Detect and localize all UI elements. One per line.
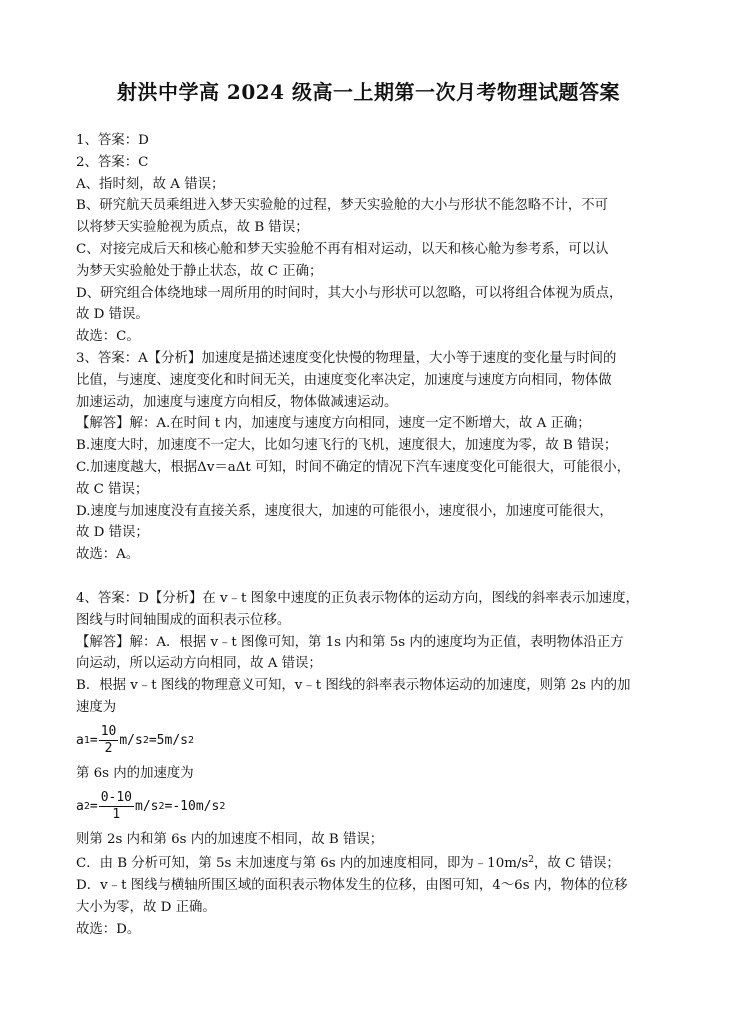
q4-line: D．v﹣t 图线与横轴所围区域的面积表示物体发生的位移，由图可知，4～6s 内，物体的位移 [76, 878, 628, 894]
eq1-subscript: 1 [83, 734, 90, 746]
eq2-unit: m/s [135, 798, 159, 814]
q4-line: 向运动，所以运动方向相同，故 A 错误； [76, 656, 322, 672]
eq1-fraction [99, 724, 119, 757]
eq1-result-exponent: 2 [188, 734, 195, 746]
q3-line: 故选：A。 [76, 547, 140, 563]
q2-line: D、研究组合体绕地球一周所用的时间时，其大小与形状可以忽略，可以将组合体视为质点， [76, 285, 623, 301]
q4-line: 速度为 [76, 699, 117, 715]
q4-line: 故选：D。 [76, 921, 141, 937]
answer-body [76, 130, 666, 941]
q4-c-tail: ，故 C 错误； [534, 856, 620, 872]
q4-line: 大小为零，故 D 正确。 [76, 899, 216, 915]
q3-line: 3、答案：A【分析】加速度是描述速度变化快慢的物理量，大小等于速度的变化量与时间的 [76, 350, 617, 366]
q3-line: 故 D 错误； [76, 525, 149, 541]
q2-line: C、对接完成后天和核心舱和梦天实验舱不再有相对运动，以天和核心舱为参考系，可以认 [76, 241, 609, 257]
eq1-unit: m/s [119, 732, 143, 748]
eq2-result: =-10m/s [164, 798, 220, 814]
q4-c-text: C．由 B 分析可知，第 5s 末加速度与第 6s 内的加速度相同，即为﹣10m/s [76, 856, 529, 872]
q2-answer: 2、答案：C [76, 154, 149, 170]
q4-line: 4、答案：D【分析】在 v﹣t 图象中速度的正负表示物体的运动方向，图线的斜率表示加速度， [76, 590, 639, 606]
q4-line: 则第 2s 内和第 6s 内的加速度不相同，故 B 错误； [76, 831, 384, 847]
eq2-fraction [99, 790, 134, 823]
q2-line: 故 D 错误。 [76, 307, 149, 323]
eq1-lhs: a [76, 732, 84, 748]
q3-line: C.加速度越大，根据Δv＝aΔt 可知，时间不确定的情况下汽车速度变化可能很大，可能很小， [76, 459, 631, 475]
q3-line: 加速运动，加速度与速度方向相反，物体做减速运动。 [76, 394, 398, 410]
eq1-numerator: 10 [100, 724, 117, 740]
q3-line: B.速度大时，加速度不一定大，比如匀速飞行的飞机，速度很大，加速度为零，故 B 错误； [76, 438, 618, 454]
q2-line: A、指时刻，故 A 错误； [76, 176, 225, 192]
section-gap [76, 566, 666, 588]
q4-c-exponent: 2 [528, 855, 535, 866]
eq2-subscript: 2 [83, 800, 90, 812]
q3-line: D.速度与加速度没有直接关系，速度很大，加速的可能很小，速度很小，加速度可能很大， [76, 503, 613, 519]
q2-line: B、研究航天员乘组进入梦天实验舱的过程，梦天实验舱的大小与形状不能忽略不计，不可 [76, 198, 609, 214]
q2-line: 以将梦天实验舱视为质点，故 B 错误； [76, 220, 309, 236]
eq2-numerator: 0-10 [100, 790, 132, 806]
q2-line: 故选：C。 [76, 329, 140, 345]
eq2-lhs: a [76, 798, 84, 814]
q3-line: 故 C 错误； [76, 481, 149, 497]
equation-a2: a 2 = $\frac{0-10}{1}$ m/s 2 =-10m/s 2 [76, 790, 226, 823]
q3-line: 比值，与速度、速度变化和时间无关，由速度变化率决定，加速度与速度方向相同，物体做 [76, 372, 612, 388]
q4-line: 【解答】解：A．根据 v﹣t 图像可知，第 1s 内和第 5s 内的速度均为正值，表明物体沿正方 [76, 634, 624, 650]
eq1-exponent: 2 [142, 734, 149, 746]
page-title: 射洪中学高 2024 级高一上期第一次月考物理试题答案 [116, 80, 621, 104]
q3-line: 【解答】解：A.在时间 t 内，加速度与速度方向相同，速度一定不断增大，故 A 正确； [76, 416, 591, 432]
eq2-exponent: 2 [158, 800, 165, 812]
q4-line-c [76, 850, 666, 875]
q4-line: 第 6s 内的加速度为 [76, 765, 194, 781]
q1-answer: 1、答案：D [76, 133, 149, 148]
q2-line: 为梦天实验舱处于静止状态，故 C 正确； [76, 263, 323, 279]
eq1-denominator: 2 [104, 741, 113, 757]
q4-line: B．根据 v﹣t 图线的物理意义可知，v﹣t 图线的斜率表示物体运动的加速度，则第 2s 内的加 [76, 678, 631, 694]
eq2-result-exponent: 2 [219, 800, 226, 812]
eq2-denominator: 1 [112, 807, 121, 823]
equation-a1: a 1 = $\frac{10}{2}$ m/s 2 =5m/s 2 [76, 724, 195, 757]
q4-line: 图线与时间轴围成的面积表示位移。 [76, 612, 291, 628]
eq1-result: =5m/s [148, 732, 188, 748]
